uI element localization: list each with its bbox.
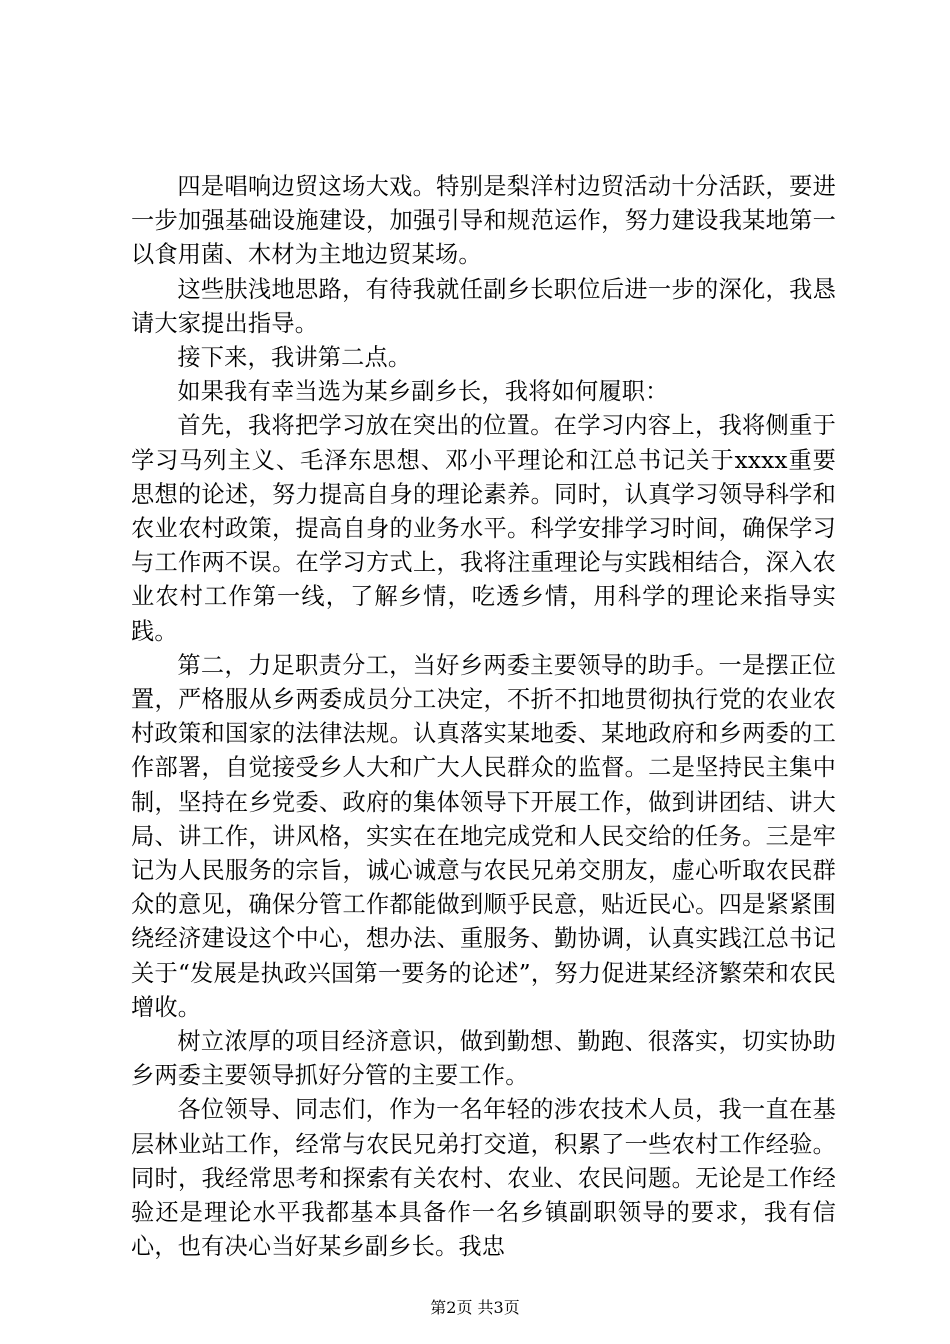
page-footer — [0, 1298, 950, 1318]
paragraph-how-to-perform: 如果我有幸当选为某乡副乡长，我将如何履职： — [177, 378, 669, 406]
paragraph-border-trade: 四是唱响边贸这场大戏。特别是梨洋村边贸活动十分活跃，要进一步加强基础设施建设，加强引导和规范运作，努力建设我某地第一以食用菌、木材为主地边贸某场。 — [131, 173, 836, 269]
paragraph-second-point: 接下来，我讲第二点。 — [177, 344, 412, 372]
paragraph-request-guidance: 这些肤浅地思路，有待我就任副乡长职位后进一步的深化，我恳请大家提出指导。 — [131, 275, 836, 337]
paragraph-closing-statement: 各位领导、同志们，作为一名年轻的涉农技术人员，我一直在基层林业站工作，经常与农民兄弟打交道，积累了一些农村工作经验。同时，我经常思考和探索有关农村、农业、农民问题。无论是工作经验还是理论水平我都基本具备作一名乡镇副职领导的要求，我有信心，也有决心当好某乡副乡长。我忠 — [131, 1096, 836, 1261]
paragraph-study-first: 首先，我将把学习放在突出的位置。在学习内容上，我将侧重于学习马列主义、毛泽东思想、邓小平理论和江总书记关于xxxx重要思想的论述，努力提高自身的理论素养。同时，认真学习领导科学和农业农村政策，提高自身的业务水平。科学安排学习时间，确保学习与工作两不误。在学习方式上，我将注重理论与实践相结合，深入农业农村工作第一线，了解乡情，吃透乡情，用科学的理论来指导实践。 — [131, 412, 836, 645]
page-number-label: 第2页 共3页 — [430, 1298, 520, 1317]
paragraph-project-economy: 树立浓厚的项目经济意识，做到勤想、勤跑、很落实，切实协助乡两委主要领导抓好分管的主要工作。 — [131, 1028, 836, 1090]
paragraph-duties-assistant: 第二，力足职责分工，当好乡两委主要领导的助手。一是摆正位置，严格服从乡两委成员分工决定，不折不扣地贯彻执行党的农业农村政策和国家的法律法规。认真落实某地委、某地政府和乡两委的工作部署，自觉接受乡人大和广大人民群众的监督。二是坚持民主集中制，坚持在乡党委、政府的集体领导下开展工作，做到讲团结、讲大局、讲工作，讲风格，实实在在地完成党和人民交给的任务。三是牢记为人民服务的宗旨，诚心诚意与农民兄弟交朋友，虚心听取农民群众的意见，确保分管工作都能做到顺乎民意，贴近民心。四是紧紧围绕经济建设这个中心，想办法、重服务、勤协调，认真实践江总书记关于“发展是执政兴国第一要务的论述”，努力促进某经济繁荣和农民增收。 — [131, 651, 836, 1021]
document-body — [131, 170, 836, 1265]
